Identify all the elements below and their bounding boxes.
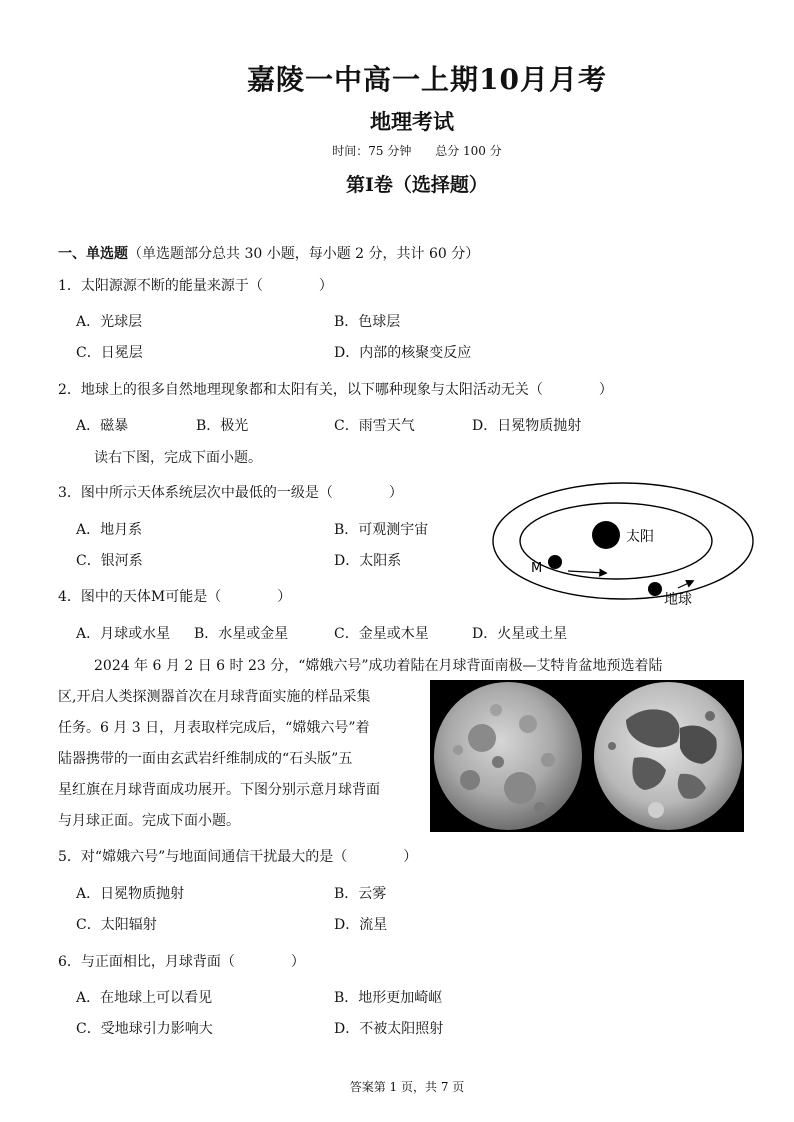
planet-m-label: M	[531, 561, 543, 576]
question-5-option-b[interactable]: B．云雾	[334, 886, 387, 902]
section-heading-label: 一、单选题	[58, 246, 128, 262]
question-2-option-c[interactable]: C．雨雪天气	[334, 418, 415, 434]
exam-total-score: 总分 100 分	[435, 144, 502, 158]
question-3-option-d[interactable]: D．太阳系	[334, 553, 402, 569]
earth-label: 地球	[664, 592, 692, 608]
earth-orbit-arrow-icon	[678, 581, 693, 588]
exam-subtitle: 地理考试	[370, 109, 454, 134]
question-5-option-a[interactable]: A．日冕物质抛射	[76, 886, 185, 902]
passage-line-3: 任务。6 月 3 日，月表取样完成后，“嫦娥六号”着	[58, 720, 370, 736]
question-5-stem: 5．对“嫦娥六号”与地面间通信干扰最大的是（ ）	[58, 849, 418, 865]
earth-icon	[648, 582, 662, 596]
planet-m-icon	[548, 555, 562, 569]
question-1-option-d[interactable]: D．内部的核聚变反应	[334, 345, 472, 361]
question-1-stem: 1．太阳源源不断的能量来源于（ ）	[58, 278, 333, 294]
moon-near-side	[594, 682, 742, 830]
question-6-option-c[interactable]: C．受地球引力影响大	[76, 1021, 213, 1037]
sun-label: 太阳	[626, 529, 654, 545]
section-title: 第Ⅰ卷（选择题）	[346, 174, 488, 196]
exam-time-info	[0, 142, 794, 159]
passage-line-2: 区,开启人类探测器首次在月球背面实施的样品采集	[58, 689, 371, 705]
question-2-option-d[interactable]: D．日冕物质抛射	[472, 418, 582, 434]
passage-line-5: 星红旗在月球背面成功展开。下图分别示意月球背面	[58, 782, 380, 798]
question-5-option-c[interactable]: C．太阳辐射	[76, 917, 157, 933]
question-5-option-d[interactable]: D．流星	[334, 917, 388, 933]
question-3-option-c[interactable]: C．银河系	[76, 553, 143, 569]
question-6-option-d[interactable]: D．不被太阳照射	[334, 1021, 444, 1037]
moon-photo	[430, 680, 744, 832]
section-heading-note: （单选题部分总共 30 小题，每小题 2 分，共计 60 分）	[128, 246, 480, 262]
m-orbit-arrow-icon	[568, 571, 606, 573]
question-3-stem: 3．图中所示天体系统层次中最低的一级是（ ）	[58, 485, 403, 501]
solar-system-diagram	[488, 478, 760, 610]
question-3-option-a[interactable]: A．地月系	[76, 522, 143, 538]
question-4-option-a[interactable]: A．月球或水星	[76, 626, 171, 642]
question-4-option-c[interactable]: C．金星或木星	[334, 626, 429, 642]
section-heading	[58, 244, 479, 264]
question-2-stem: 2．地球上的很多自然地理现象都和太阳有关，以下哪种现象与太阳活动无关（ ）	[58, 382, 613, 398]
question-1-option-b[interactable]: B．色球层	[334, 314, 401, 330]
question-2-option-a[interactable]: A．磁暴	[76, 418, 129, 434]
question-6-option-b[interactable]: B．地形更加崎岖	[334, 990, 443, 1006]
question-6-option-a[interactable]: A．在地球上可以看见	[76, 990, 213, 1006]
figure-instruction: 读右下图，完成下面小题。	[94, 450, 262, 466]
question-2-option-b[interactable]: B．极光	[196, 418, 249, 434]
question-3-option-b[interactable]: B．可观测宇宙	[334, 522, 429, 538]
passage-line-1: 2024 年 6 月 2 日 6 时 23 分，“嫦娥六号”成功着陆在月球背面南极—艾特肯盆地预选着陆	[94, 658, 663, 674]
exam-title: 嘉陵一中高一上期10月月考	[247, 63, 607, 96]
sun-icon	[592, 521, 620, 549]
question-4-option-b[interactable]: B．水星或金星	[194, 626, 289, 642]
question-1-option-a[interactable]: A．光球层	[76, 314, 143, 330]
question-6-stem: 6．与正面相比，月球背面（ ）	[58, 954, 305, 970]
passage-line-6: 与月球正面。完成下面小题。	[58, 813, 240, 829]
passage-line-4: 陆器携带的一面由玄武岩纤维制成的“石头版”五	[58, 751, 353, 767]
question-4-option-d[interactable]: D．火星或土星	[472, 626, 568, 642]
moon-far-side	[434, 682, 582, 830]
earth-orbit	[493, 483, 753, 599]
question-4-stem: 4．图中的天体M可能是（ ）	[58, 589, 292, 605]
question-1-option-c[interactable]: C．日冕层	[76, 345, 143, 361]
exam-duration: 时间：75 分钟	[332, 144, 412, 158]
page-footer: 答案第 1 页，共 7 页	[349, 1080, 465, 1094]
